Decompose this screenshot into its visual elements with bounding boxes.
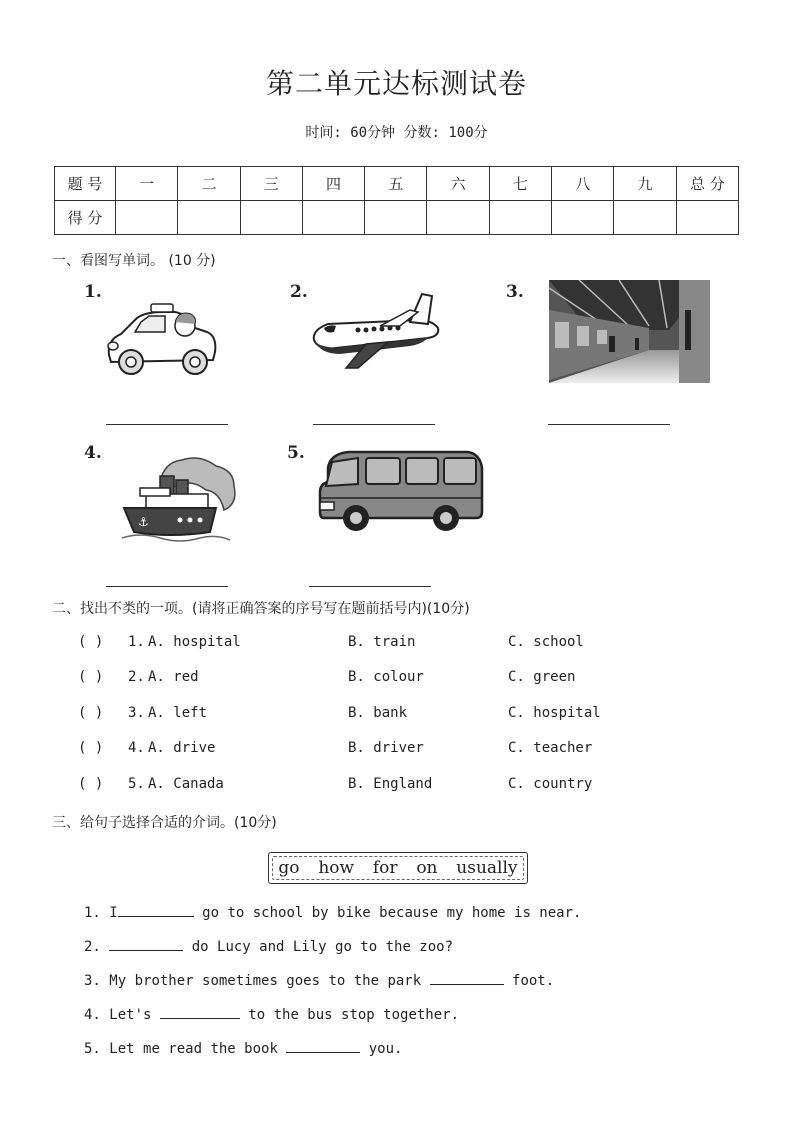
sentence-text-after: foot.: [503, 973, 555, 989]
picture-number: 4.: [84, 443, 102, 463]
answer-blank[interactable]: [106, 424, 228, 425]
score-blank-cell[interactable]: [116, 201, 178, 235]
choice-question: [78, 634, 738, 654]
score-cell: 九: [614, 167, 676, 201]
option-c: C. country: [508, 776, 593, 792]
word-bank-item: for: [372, 858, 398, 878]
option-c: C. hospital: [508, 705, 601, 721]
sentence-text-before: Let's: [109, 1007, 160, 1023]
score-blank-cell[interactable]: [614, 201, 676, 235]
word-bank: [268, 852, 528, 884]
option-b: B. England: [348, 776, 433, 792]
answer-paren[interactable]: ( ): [78, 740, 104, 756]
choice-question: [78, 776, 738, 796]
answer-paren[interactable]: ( ): [78, 634, 104, 650]
score-cell: 总 分: [676, 167, 738, 201]
section-3-heading: 三、给句子选择合适的介词。(10分): [52, 815, 277, 831]
sentence-text-before: Let me read the book: [109, 1041, 287, 1057]
option-a: A. left: [148, 705, 208, 721]
sentence-text-after: do Lucy and Lily go to the zoo?: [183, 939, 454, 955]
picture-number: 3.: [506, 282, 524, 302]
score-cell: 一: [116, 167, 178, 201]
choice-question: [78, 740, 738, 760]
answer-blank[interactable]: [313, 424, 435, 425]
score-cell: 六: [427, 167, 489, 201]
sentence-number: 4.: [84, 1007, 101, 1023]
subway-icon: [549, 280, 710, 383]
picture-number: 5.: [287, 443, 305, 463]
question-number: 3.: [128, 705, 145, 721]
answer-blank[interactable]: [430, 970, 504, 985]
sentence-number: 1.: [84, 905, 101, 921]
score-blank-cell[interactable]: [365, 201, 427, 235]
score-cell: 四: [302, 167, 364, 201]
answer-blank[interactable]: [109, 936, 183, 951]
score-cell: 八: [552, 167, 614, 201]
sentence-text-after: go to school by bike because my home is near.: [193, 905, 582, 921]
option-a: A. red: [148, 669, 199, 685]
page-title: 第二单元达标测试卷: [265, 67, 527, 100]
answer-blank[interactable]: [106, 586, 228, 587]
question-number: 4.: [128, 740, 145, 756]
word-bank-item: usually: [456, 858, 518, 878]
answer-blank[interactable]: [309, 586, 431, 587]
score-cell: 七: [489, 167, 551, 201]
score-blank-cell[interactable]: [302, 201, 364, 235]
score-row-label: 得 分: [55, 201, 116, 235]
fill-sentence: [84, 970, 554, 989]
option-a: A. drive: [148, 740, 216, 756]
score-cell: 题 号: [55, 167, 116, 201]
score-blank-cell[interactable]: [178, 201, 240, 235]
score-blank-cell[interactable]: [676, 201, 738, 235]
answer-blank[interactable]: [548, 424, 670, 425]
bus-icon: [318, 448, 485, 533]
score-table-header-row: [55, 167, 739, 201]
picture-number: 1.: [84, 282, 102, 302]
word-bank-item: how: [318, 858, 355, 878]
answer-paren[interactable]: ( ): [78, 669, 104, 685]
score-cell: 五: [365, 167, 427, 201]
score-blank-cell[interactable]: [489, 201, 551, 235]
ship-icon: [120, 452, 240, 544]
exam-info: 时间: 60分钟 分数: 100分: [305, 125, 488, 141]
score-table: [54, 166, 739, 235]
picture-number: 2.: [290, 282, 308, 302]
option-a: A. hospital: [148, 634, 241, 650]
score-blank-cell[interactable]: [427, 201, 489, 235]
word-bank-item: go: [278, 858, 300, 878]
score-blank-cell[interactable]: [552, 201, 614, 235]
sentence-text-before: My brother sometimes goes to the park: [109, 973, 430, 989]
choice-question: [78, 669, 738, 689]
taxi-icon: [103, 300, 218, 378]
answer-blank[interactable]: [286, 1038, 360, 1053]
plane-icon: [310, 290, 445, 370]
option-b: B. driver: [348, 740, 424, 756]
question-number: 5.: [128, 776, 145, 792]
fill-sentence: [84, 1038, 402, 1057]
sentence-number: 3.: [84, 973, 101, 989]
sentence-text-after: you.: [360, 1041, 403, 1057]
section-2-heading: 二、找出不类的一项。(请将正确答案的序号写在题前括号内)(10分): [52, 601, 470, 617]
answer-blank[interactable]: [160, 1004, 240, 1019]
score-blank-cell[interactable]: [240, 201, 302, 235]
score-table-score-row: [55, 201, 739, 235]
word-bank-item: on: [416, 858, 438, 878]
score-cell: 三: [240, 167, 302, 201]
fill-sentence: [84, 902, 581, 921]
sentence-number: 2.: [84, 939, 101, 955]
fill-sentence: [84, 1004, 459, 1023]
svg-text:⚓: ⚓: [138, 515, 149, 529]
option-a: A. Canada: [148, 776, 224, 792]
score-cell: 二: [178, 167, 240, 201]
sentence-text-before: I: [109, 905, 118, 921]
option-c: C. school: [508, 634, 584, 650]
option-c: C. green: [508, 669, 576, 685]
sentence-number: 5.: [84, 1041, 101, 1057]
answer-blank[interactable]: [118, 902, 194, 917]
option-b: B. colour: [348, 669, 424, 685]
option-b: B. train: [348, 634, 416, 650]
option-c: C. teacher: [508, 740, 593, 756]
answer-paren[interactable]: ( ): [78, 776, 104, 792]
question-number: 1.: [128, 634, 145, 650]
choice-question: [78, 705, 738, 725]
question-number: 2.: [128, 669, 145, 685]
fill-sentence: [84, 936, 453, 955]
sentence-text-after: to the bus stop together.: [239, 1007, 460, 1023]
section-1-heading: 一、看图写单词。 (10 分): [52, 253, 216, 269]
answer-paren[interactable]: ( ): [78, 705, 104, 721]
option-b: B. bank: [348, 705, 408, 721]
